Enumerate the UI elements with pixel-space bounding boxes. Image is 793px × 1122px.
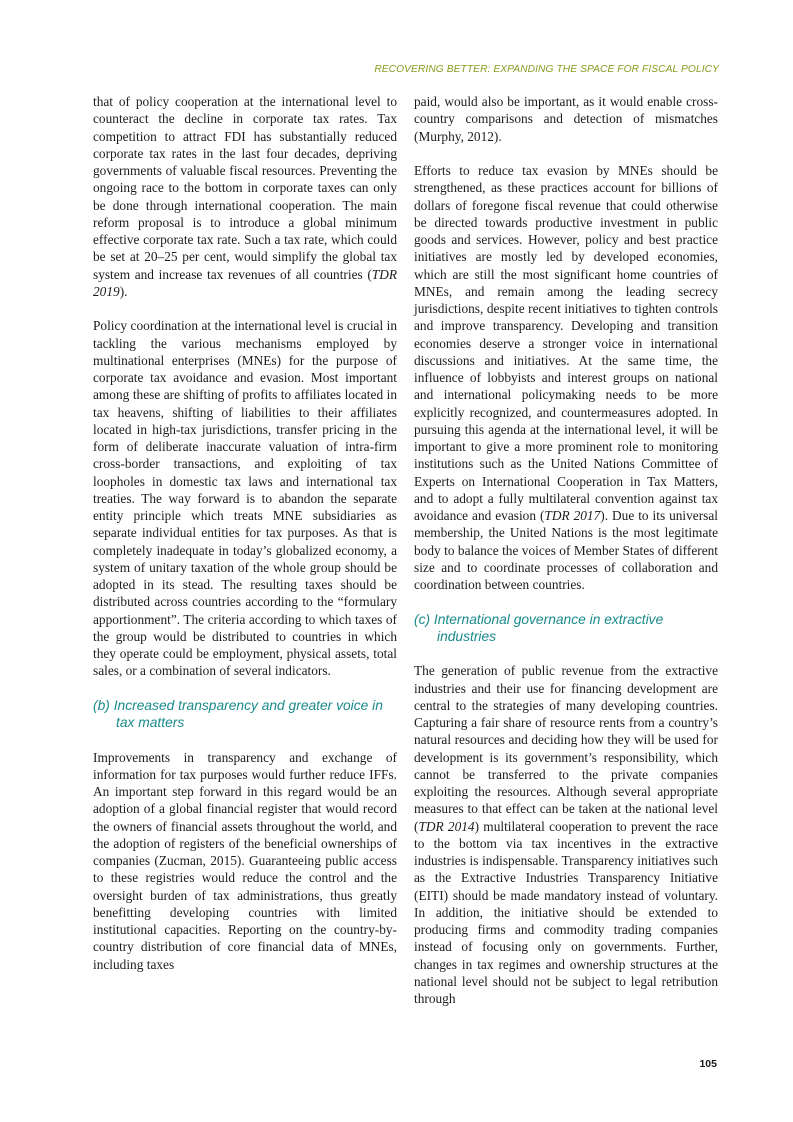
right-column <box>414 93 718 1007</box>
paragraph-text: The generation of public revenue from the extractive industries and their use for financing development are central to the strategies of many developing countries. Capturing a fair share of resource rents from a country’s natural resources and deciding how they will be used for development is its government’s responsibility, which cannot be transferred to the private companies exploiting the resources. Although several appropriate measures to that effect can be taken at the national level ( <box>414 663 718 834</box>
paragraph-extractive-industries <box>414 662 718 1007</box>
citation: TDR 2014 <box>418 818 475 834</box>
left-column <box>93 93 397 973</box>
paragraph-text: Efforts to reduce tax evasion by MNEs should be strengthened, as these practices account for billions of dollars of foregone fiscal revenue that could otherwise be directed towards productive investment in public goods and services. However, policy and best practice initiatives are mostly led by developed economies, which are still the most significant home countries of MNEs, and remain among the leading secrecy jurisdictions, despite recent initiatives to tighten controls and improve transparency. Developing and transition economies deserve a stronger voice in international discussions and initiatives. At the same time, the influence of lobbyists and interest groups on national and international policymaking needs to be more explicitly recognized, and countermeasures adopted. In pursuing this agenda at the international level, it will be important to give a more prominent role to monitoring institutions such as the United Nations Committee of Experts on International Cooperation in Tax Matters, and to adopt a fully multilateral convention against tax avoidance and evasion ( <box>414 163 718 523</box>
page-number: 105 <box>699 1058 717 1070</box>
paragraph-text: ) multilateral cooperation to prevent the race to the bottom via tax incentives in the extractive industries is indispensable. Transparency initiatives such as the Extractive Industries Transparency Initiative (EITI) should be made mandatory instead of voluntary. In addition, the initiative should be extended to producing firms and commodity trading companies instead of focusing only on governments. Further, changes in tax regimes and ownership structures at the national level should not be subject to legal retribution through <box>414 818 718 1006</box>
citation: TDR 2017 <box>544 508 601 523</box>
section-heading-b: (b) Increased transparency and greater voice in tax matters <box>93 697 383 730</box>
paragraph-country-reporting: paid, would also be important, as it would enable cross-country comparisons and detection of mismatches (Murphy, 2012). <box>414 94 718 144</box>
paragraph-transparency: Improvements in transparency and exchange of information for tax purposes would further reduce IFFs. An important step forward in this regard would be an adoption of a global financial register that would record the owners of financial assets throughout the world, and the adoption of registers of the beneficial ownerships of companies (Zucman, 2015). Guaranteeing public access to these registries would reduce the control and the oversight burden of tax administrations, thus greatly benefitting developing countries with limited institutional capacities. Reporting on the country-by-country distribution of core financial data of MNEs, including taxes <box>93 749 397 972</box>
paragraph-tax-evasion <box>414 162 718 593</box>
paragraph-text: ). Due to its universal membership, the United Nations is the most legitimate body to balance the voices of Member States of different size and to coordinate processes of collaboration and coordination between countries. <box>414 508 718 592</box>
section-heading-c: (c) International governance in extractive industries <box>414 611 664 644</box>
paragraph-tax-cooperation <box>93 93 397 300</box>
running-head: RECOVERING BETTER: EXPANDING THE SPACE FOR FISCAL POLICY <box>374 64 719 75</box>
citation: TDR 2019 <box>93 266 397 299</box>
paragraph-policy-coordination: Policy coordination at the international level is crucial in tackling the various mechanisms employed by multinational enterprises (MNEs) for the purpose of corporate tax avoidance and evasion. Most important among these are shifting of profits to affiliates located in tax heavens, shifting of liabilities to their affiliates located in high-tax jurisdictions, transfer pricing in the form of deliberate inaccurate valuation of intra-firm cross-border transactions, and exploiting of tax loopholes in domestic tax laws and international tax treaties. The way forward is to abandon the separate entity principle which treats MNE subsidiaries as separate individual entities for tax purposes. As that is completely inadequate in today’s globalized economy, a system of unitary taxation of the whole group should be adopted in its stead. The resulting taxes should be distributed across countries according to the “formulary apportionment”. The criteria according to which taxes of the group would be distributed to countries in which they operate could be employment, physical assets, total sales, or a combination of several indicators. <box>93 318 397 679</box>
paragraph-text: ). <box>119 283 128 299</box>
paragraph-text: that of policy cooperation at the international level to counteract the decline in corporate tax rates. Tax competition to attract FDI has substantially reduced corporate tax rates in the last four decades, depriving governments of valuable fiscal resources. Preventing the ongoing race to the bottom in corporate taxes can only be done through international cooperation. The main reform proposal is to introduce a global minimum effective corporate tax rate. Such a tax rate, which could be set at 20–25 per cent, would simplify the global tax system and increase tax revenues of all countries ( <box>93 94 397 282</box>
